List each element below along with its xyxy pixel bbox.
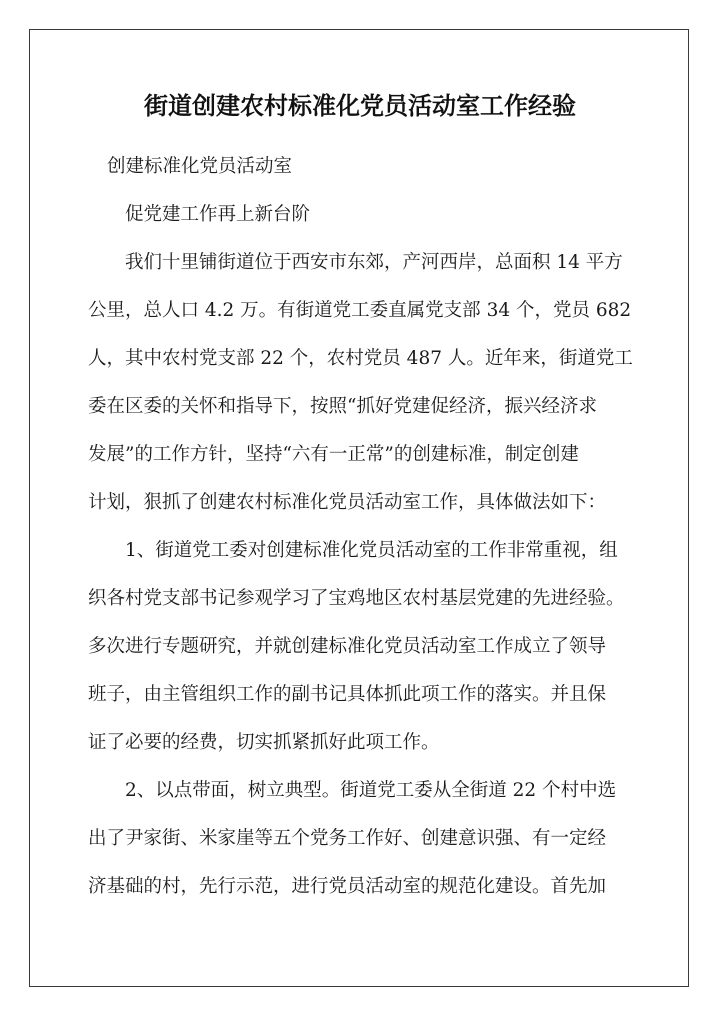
text-line: 1、街道党工委对创建标准化党员活动室的工作非常重视，组	[125, 540, 618, 561]
text-line: 织各村党支部书记参观学习了宝鸡地区农村基层党建的先进经验。	[88, 588, 625, 609]
text-line: 班子，由主管组织工作的副书记具体抓此项工作的落实。并且保	[88, 684, 607, 705]
text-line: 人，其中农村党支部 22 个，农村党员 487 人。近年来，街道党工	[88, 348, 633, 369]
text-line: 促党建工作再上新台阶	[125, 204, 311, 225]
text-line: 我们十里铺街道位于西安市东郊，产河西岸，总面积 14 平方	[125, 252, 623, 273]
text-line: 2、以点带面，树立典型。街道党工委从全街道 22 个村中选	[125, 780, 617, 801]
text-line: 多次进行专题研究，并就创建标准化党员活动室工作成立了领导	[88, 636, 607, 657]
text-line: 公里，总人口 4.2 万。有街道党工委直属党支部 34 个，党员 682	[88, 300, 632, 321]
text-line: 证了必要的经费，切实抓紧抓好此项工作。	[88, 732, 440, 753]
text-line: 出了尹家街、米家崖等五个党务工作好、创建意识强、有一定经	[88, 828, 607, 849]
text-line: 发展”的工作方针，坚持“六有一正常”的创建标准，制定创建	[88, 444, 579, 465]
text-line: 委在区委的关怀和指导下，按照“抓好党建促经济，振兴经济求	[88, 396, 597, 417]
document-title: 街道创建农村标准化党员活动室工作经验	[144, 91, 576, 120]
text-line: 济基础的村，先行示范，进行党员活动室的规范化建设。首先加	[88, 876, 607, 897]
text-line: 创建标准化党员活动室	[107, 156, 293, 177]
text-line: 计划，狠抓了创建农村标准化党员活动室工作，具体做法如下：	[88, 492, 607, 513]
